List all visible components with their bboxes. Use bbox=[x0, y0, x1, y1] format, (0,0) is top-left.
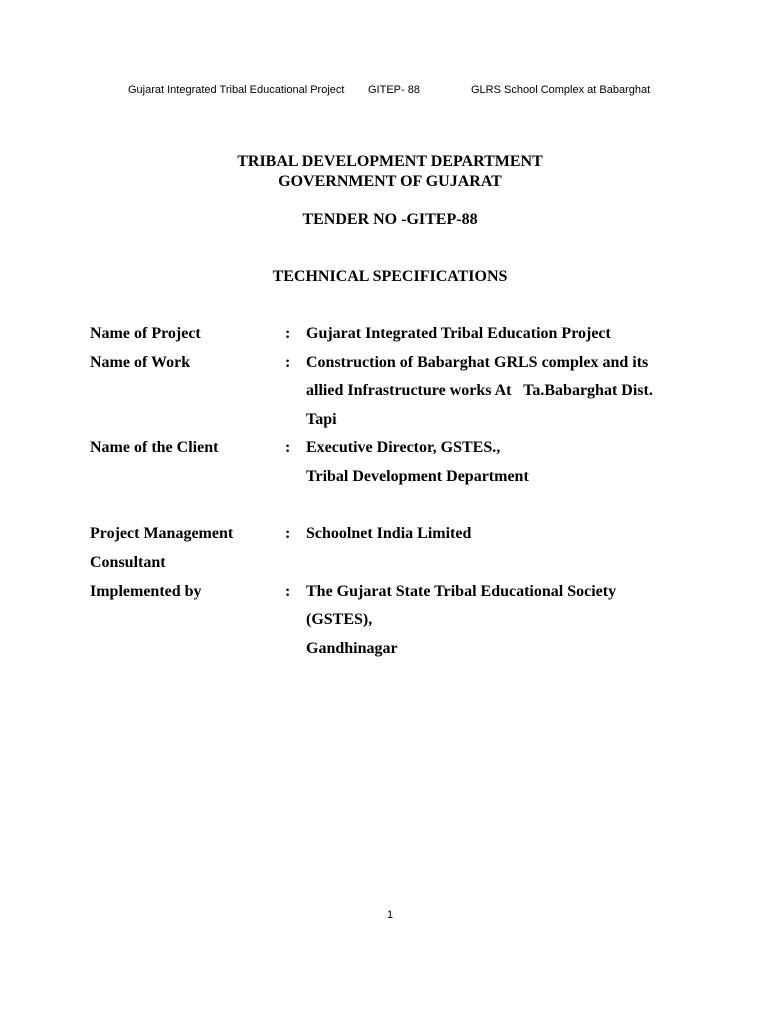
header-site-name: GLRS School Complex at Babarghat bbox=[471, 84, 651, 96]
section-title: TECHNICAL SPECIFICATIONS bbox=[272, 268, 508, 285]
client-value-line-2: Tribal Development Department bbox=[306, 468, 529, 485]
tender-number: TENDER NO -GITEP-88 bbox=[302, 211, 478, 228]
project-value: Gujarat Integrated Tribal Education Project bbox=[306, 325, 611, 342]
pmc-value: Schoolnet India Limited bbox=[306, 525, 472, 542]
implemented-value-line-3: Gandhinagar bbox=[306, 640, 398, 657]
implemented-value-line-2: (GSTES), bbox=[306, 611, 373, 628]
implemented-label: Implemented by bbox=[90, 583, 202, 600]
implemented-value-line-1: The Gujarat State Tribal Educational Society bbox=[306, 583, 617, 600]
department-title: TRIBAL DEVELOPMENT DEPARTMENT bbox=[237, 153, 543, 170]
header-project-name: Gujarat Integrated Tribal Educational Project bbox=[128, 84, 345, 96]
project-label: Name of Project bbox=[90, 325, 201, 342]
work-label: Name of Work bbox=[90, 354, 191, 371]
client-value-line-1: Executive Director, GSTES., bbox=[306, 439, 501, 456]
work-value-line-1: Construction of Babarghat GRLS complex and its bbox=[306, 354, 649, 371]
pmc-colon: : bbox=[285, 525, 291, 542]
project-colon: : bbox=[285, 325, 291, 342]
client-colon: : bbox=[285, 439, 291, 456]
running-header bbox=[0, 84, 768, 132]
client-label: Name of the Client bbox=[90, 439, 219, 456]
work-colon: : bbox=[285, 354, 291, 371]
page-number: 1 bbox=[386, 909, 394, 921]
implemented-colon: : bbox=[285, 583, 291, 600]
work-value-line-2: allied Infrastructure works At Ta.Babarghat Dist. bbox=[306, 382, 653, 399]
pmc-label-line-1: Project Management bbox=[90, 525, 234, 542]
work-value-line-3: Tapi bbox=[306, 411, 337, 428]
pmc-label-line-2: Consultant bbox=[90, 554, 166, 571]
government-title: GOVERNMENT OF GUJARAT bbox=[278, 173, 502, 190]
header-tender-code: GITEP- 88 bbox=[368, 84, 420, 96]
